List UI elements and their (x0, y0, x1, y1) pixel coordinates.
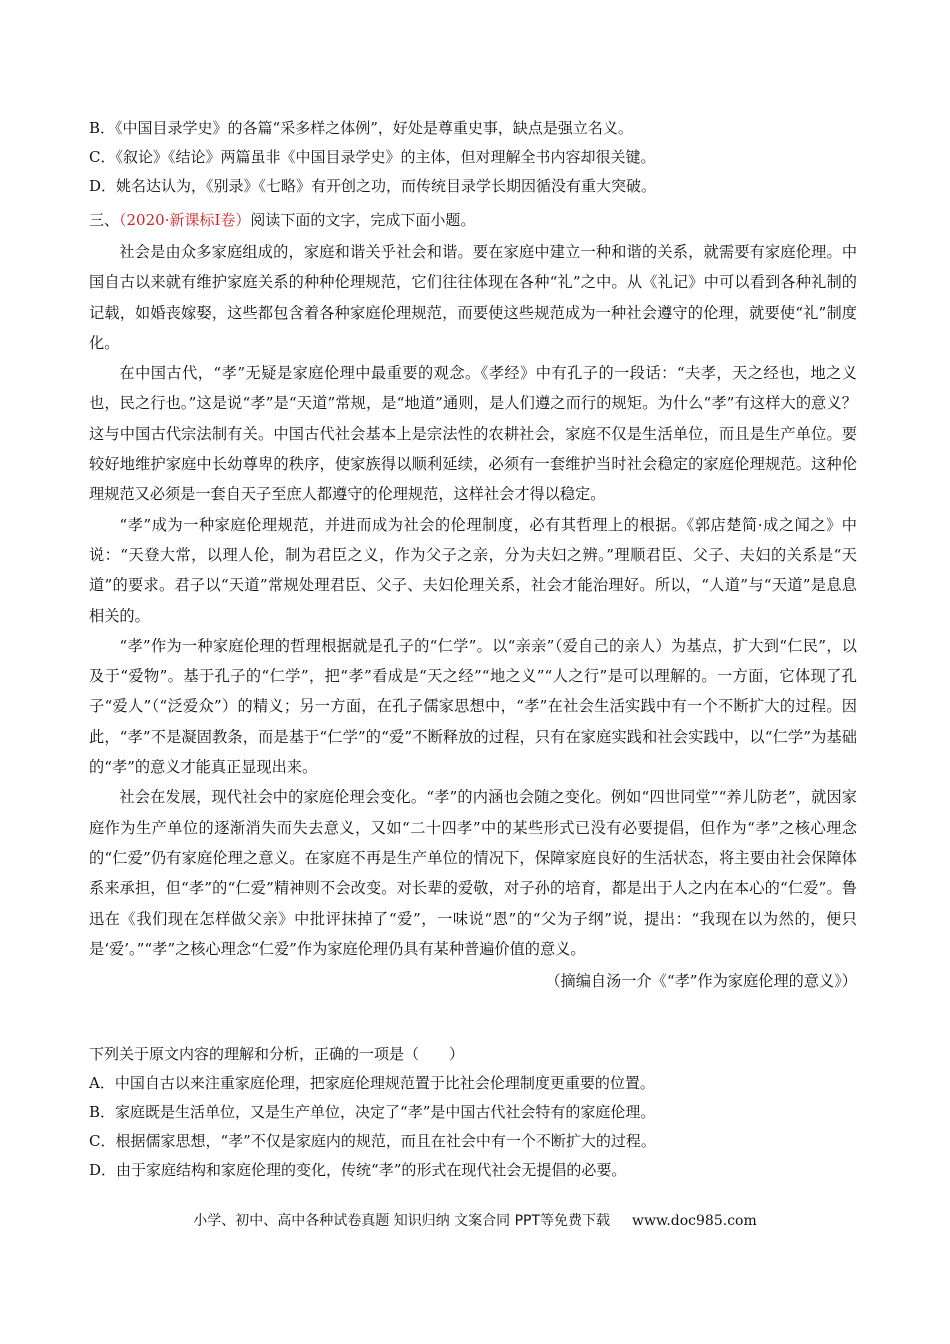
passage-paragraph-4: “孝”作为一种家庭伦理的哲理根据就是孔子的“仁学”。以“亲亲”（爱自己的亲人）为基点，扩大到“仁民”，以及于“爱物”。基于孔子的“仁学”，把“孝”看成是“天之经”“地之义”“人之行”是可以理解的。一方面，它体现了孔子“爱人”（“泛爱众”）的精义；另一方面，在孔子儒家思想中，“孝”在社会生活实践中有一个不断扩大的过程。因此，“孝”不是凝固教条，而是基于“仁学”的“爱”不断释放的过程，只有在家庭实践和社会实践中，以“仁学”为基础的“孝”的意义才能真正显现出来。 (89, 636, 857, 777)
question-option-d: D．由于家庭结构和家庭伦理的变化，传统“孝”的形式在现代社会无提倡的必要。 (89, 1161, 627, 1179)
exam-source-label: （2020·新课标Ⅰ卷） (119, 211, 251, 229)
passage-paragraph-3: “孝”成为一种家庭伦理规范，并进而成为社会的伦理制度，必有其哲理上的根据。《郭店楚简·成之闻之》中说：“天登大常，以理人伦，制为君臣之义，作为父子之亲，分为夫妇之辨。”理顺君臣、父子、夫妇的关系是“天道”的要求。君子以“天道”常规处理君臣、父子、夫妇伦理关系，社会才能治理好。所以，“人道”与“天道”是息息相关的。 (89, 515, 857, 625)
question-block (89, 1040, 864, 1185)
question-option-b: B．家庭既是生活单位，又是生产单位，决定了“孝”是中国古代社会特有的家庭伦理。 (89, 1103, 656, 1121)
section-instruction: 阅读下面的文字，完成下面小题。 (250, 211, 476, 229)
passage-paragraph-5: 社会在发展，现代社会中的家庭伦理会变化。“孝”的内涵也会随之变化。例如“四世同堂”“养儿防老”，就因家庭作为生产单位的逐渐消失而失去意义，又如“二十四孝”中的某些形式已没有必要提倡，但作为“孝”之核心理念的“仁爱”仍有家庭伦理之意义。在家庭不再是生产单位的情况下，保障家庭良好的生活状态，将主要由社会保障体系来承担，但“孝”的“仁爱”精神则不会改变。对长辈的爱敬，对子孙的培育，都是出于人之内在本心的“仁爱”。鲁迅在《我们现在怎样做父亲》中批评抹掉了“爱”，一味说“恩”的“父为子纲”说，提出：“我现在以为然的，便只是‘爱’。”“孝”之核心理念“仁爱”作为家庭伦理仍具有某种普遍价值的意义。 (89, 788, 857, 958)
option-b: B．《中国目录学史》的各篇“采多样之体例”，好处是尊重史事，缺点是强立名义。 (89, 119, 633, 137)
previous-question-options (89, 114, 864, 201)
section-number: 三、 (89, 211, 120, 229)
footer-url[interactable]: www.doc985.com (632, 1213, 757, 1229)
page-footer (0, 1210, 950, 1230)
footer-text: 小学、初中、高中各种试卷真题 知识归纳 文案合同 PPT等免费下载 (193, 1213, 611, 1229)
question-option-a: A．中国自古以来注重家庭伦理，把家庭伦理规范置于比社会伦理制度更重要的位置。 (89, 1074, 655, 1092)
option-c: C．《叙论》《结论》两篇虽非《中国目录学史》的主体，但对理解全书内容却很关键。 (89, 148, 656, 166)
question-option-c: C．根据儒家思想，“孝”不仅是家庭内的规范，而且在社会中有一个不断扩大的过程。 (89, 1132, 656, 1150)
section-heading (89, 206, 864, 235)
passage-paragraph-1: 社会是由众多家庭组成的，家庭和谐关乎社会和谐。要在家庭中建立一种和谐的关系，就需要有家庭伦理。中国自古以来就有维护家庭关系的种种伦理规范，它们往往体现在各种“礼”之中。从《礼记》中可以看到各种礼制的记载，如婚丧嫁娶，这些都包含着各种家庭伦理规范，而要使这些规范成为一种社会遵守的伦理，就要使“礼”制度化。 (89, 243, 857, 352)
reading-passage (89, 237, 857, 996)
question-stem: 下列关于原文内容的理解和分析，正确的一项是（ ） (89, 1045, 465, 1063)
passage-citation: （摘编自汤一介《“孝”作为家庭伦理的意义》） (545, 972, 857, 991)
option-d: D．姚名达认为，《别录》《七略》有开创之功，而传统目录学长期因循没有重大突破。 (89, 177, 657, 195)
passage-paragraph-2: 在中国古代，“孝”无疑是家庭伦理中最重要的观念。《孝经》中有孔子的一段话：“夫孝，天之经也，地之义也，民之行也。”这是说“孝”是“天道”常规，是“地道”通则，是人们遵之而行的规矩。为什么“孝”有这样大的意义？这与中国古代宗法制有关。中国古代社会基本上是宗法性的农耕社会，家庭不仅是生活单位，而且是生产单位。要较好地维护家庭中长幼尊卑的秩序，使家族得以顺利延续，必须有一套维护当时社会稳定的家庭伦理规范。这种伦理规范又必须是一套自天子至庶人都遵守的伦理规范，这样社会才得以稳定。 (89, 364, 857, 504)
